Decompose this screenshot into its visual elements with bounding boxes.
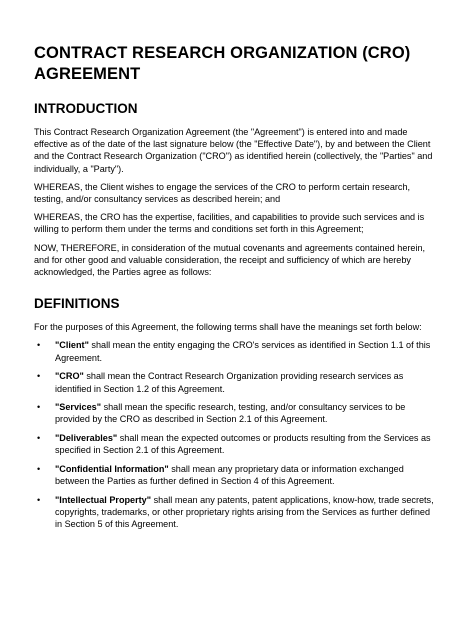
definition-term: "Deliverables" xyxy=(55,433,118,444)
definition-term: "CRO" xyxy=(55,371,84,382)
definition-term: "Confidential Information" xyxy=(55,464,169,475)
whereas-paragraph-2: WHEREAS, the CRO has the expertise, facilities, and capabilities to provide such services and is willing to perform them under the terms and conditions set forth in this Agreement; xyxy=(34,212,425,235)
definition-item-services xyxy=(34,401,438,425)
definition-term: "Intellectual Property" xyxy=(55,494,152,505)
document-title: CONTRACT RESEARCH ORGANIZATION (CRO) AGREEMENT xyxy=(34,44,411,83)
definitions-heading: DEFINITIONS xyxy=(34,296,120,312)
bullet-icon: • xyxy=(37,371,41,382)
bullet-icon: • xyxy=(37,340,41,351)
introduction-heading: INTRODUCTION xyxy=(34,101,138,116)
definition-text: shall mean any patents, patent applications, know-how, trade secrets, copyrights, trademarks, or other proprietary rights arising from the Services as further defined in Section 5 of this Agreement. xyxy=(55,494,434,530)
definition-term: "Client" xyxy=(55,340,89,351)
definition-text: shall mean the entity engaging the CRO's services as identified in Section 1.1 of this Agreement. xyxy=(55,340,431,363)
definitions-list xyxy=(34,339,438,530)
definition-text: shall mean any proprietary data or information exchanged between the Parties as further defined in Section 4 of this Agreement. xyxy=(55,464,404,487)
definition-text: shall mean the Contract Research Organization providing research services as identified in Section 1.2 of this Agreement. xyxy=(55,371,404,394)
introduction-paragraph: This Contract Research Organization Agreement (the "Agreement") is entered into and made effective as of the date of the last signature below (the "Effective Date"), by and between the Client and the Contract Research Organization ("CRO") as identified herein (collectively, the "Parties" and individually, a "Party"). xyxy=(34,127,433,174)
bullet-icon: • xyxy=(37,402,41,413)
definition-text: shall mean the specific research, testing, and/or consultancy services to be provided by the CRO as described in Section 2.1 of this Agreement. xyxy=(55,402,406,425)
definition-item-client xyxy=(34,339,438,363)
definitions-section xyxy=(34,296,438,530)
definition-item-deliverables xyxy=(34,432,438,456)
definition-term: "Services" xyxy=(55,402,102,413)
bullet-icon: • xyxy=(37,464,41,475)
section-spacer xyxy=(34,284,438,296)
definition-text: shall mean the expected outcomes or products resulting from the Services as specified in Section 2.1 of this Agreement. xyxy=(55,433,431,456)
definitions-intro: For the purposes of this Agreement, the following terms shall have the meanings set forth below: xyxy=(34,322,422,333)
definition-item-intellectual-property xyxy=(34,494,438,531)
definition-item-cro xyxy=(34,370,438,394)
whereas-paragraph-1: WHEREAS, the Client wishes to engage the services of the CRO to perform certain research, testing, and/or consultancy services as described herein; and xyxy=(34,181,411,205)
bullet-icon: • xyxy=(37,433,41,444)
definition-item-confidential-information xyxy=(34,463,438,487)
bullet-icon: • xyxy=(37,494,41,505)
introduction-section xyxy=(34,101,438,278)
now-therefore-paragraph: NOW, THEREFORE, in consideration of the mutual covenants and agreements contained herein, and for other good and valuable consideration, the receipt and sufficiency of which are hereby acknowledged, the Parties agree as follows: xyxy=(34,242,426,278)
